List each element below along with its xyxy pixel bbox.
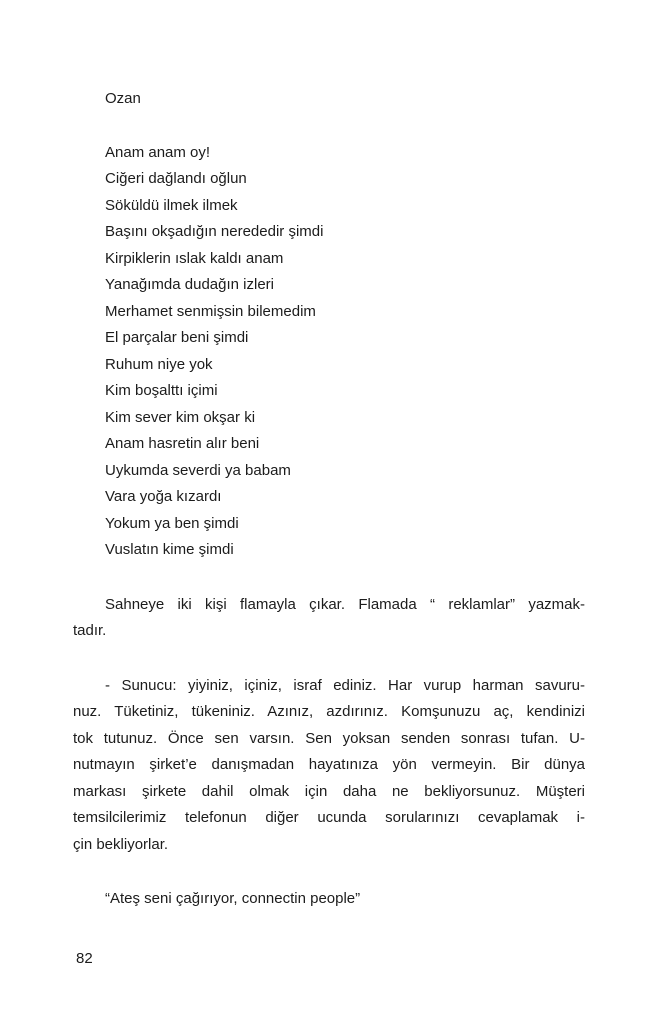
poem-line: Kim boşalttı içimi [105,382,218,399]
poem-line: Anam anam oy! [105,143,211,161]
poem-line: Ruhum niye yok [105,355,213,373]
poem-line: Kim sever kim okşar ki [105,408,256,426]
poem-line: El parçalar beni şimdi [105,329,249,346]
poem-line: Merhamet senmişsin bilemedim [105,302,316,320]
paragraph-line: - Sunucu: yiyiniz, içiniz, israf ediniz. Har vurup harman savuru- [105,676,585,694]
paragraph-line: markası şirkete dahil olmak için daha ne bekliyorsunuz. Müşteri [73,782,585,800]
poem-line: Kirpiklerin ıslak kaldı anam [105,249,284,267]
section-heading: Ozan [105,90,141,107]
paragraph-line: Sahneye iki kişi flamayla çıkar. Flamada “ reklamlar” yazmak- [105,595,585,613]
poem-line: Söküldü ilmek ilmek [105,196,238,214]
paragraph-line: tok tutunuz. Önce sen varsın. Sen yoksan senden sonrası tufan. U- [73,729,585,747]
paragraph-line: “Ateş seni çağırıyor, connectin people” [105,890,361,907]
poem-line: Yokum ya ben şimdi [105,514,239,532]
poem-line: Vuslatın kime şimdi [105,541,234,558]
paragraph-line: tadır. [73,622,107,639]
poem-line: Başını okşadığın nerededir şimdi [105,223,324,240]
paragraph-line: çin bekliyorlar. [73,835,169,853]
paragraph-line: nutmayın şirket’e danışmadan hayatınıza yön vermeyin. Bir dünya [73,756,585,773]
poem-line: Uykumda severdi ya babam [105,461,291,479]
page-content [73,86,585,913]
paragraph-line: nuz. Tüketiniz, tükeniniz. Azınız, azdırınız. Komşunuzu aç, kendinizi [73,703,585,720]
poem-line: Vara yoğa kızardı [105,488,222,505]
poem-line: Yanağımda dudağın izleri [105,276,274,293]
poem-line: Ciğeri dağlandı oğlun [105,170,247,187]
paragraphs [73,592,585,913]
paragraph [73,886,585,913]
paragraph [73,673,585,859]
paragraph-line: temsilcilerimiz telefonun diğer ucunda sorularınızı cevaplamak i- [73,809,585,826]
page-number: 82 [76,950,93,967]
paragraph [73,592,585,645]
poem-line: Anam hasretin alır beni [105,435,260,452]
poem [73,140,585,564]
